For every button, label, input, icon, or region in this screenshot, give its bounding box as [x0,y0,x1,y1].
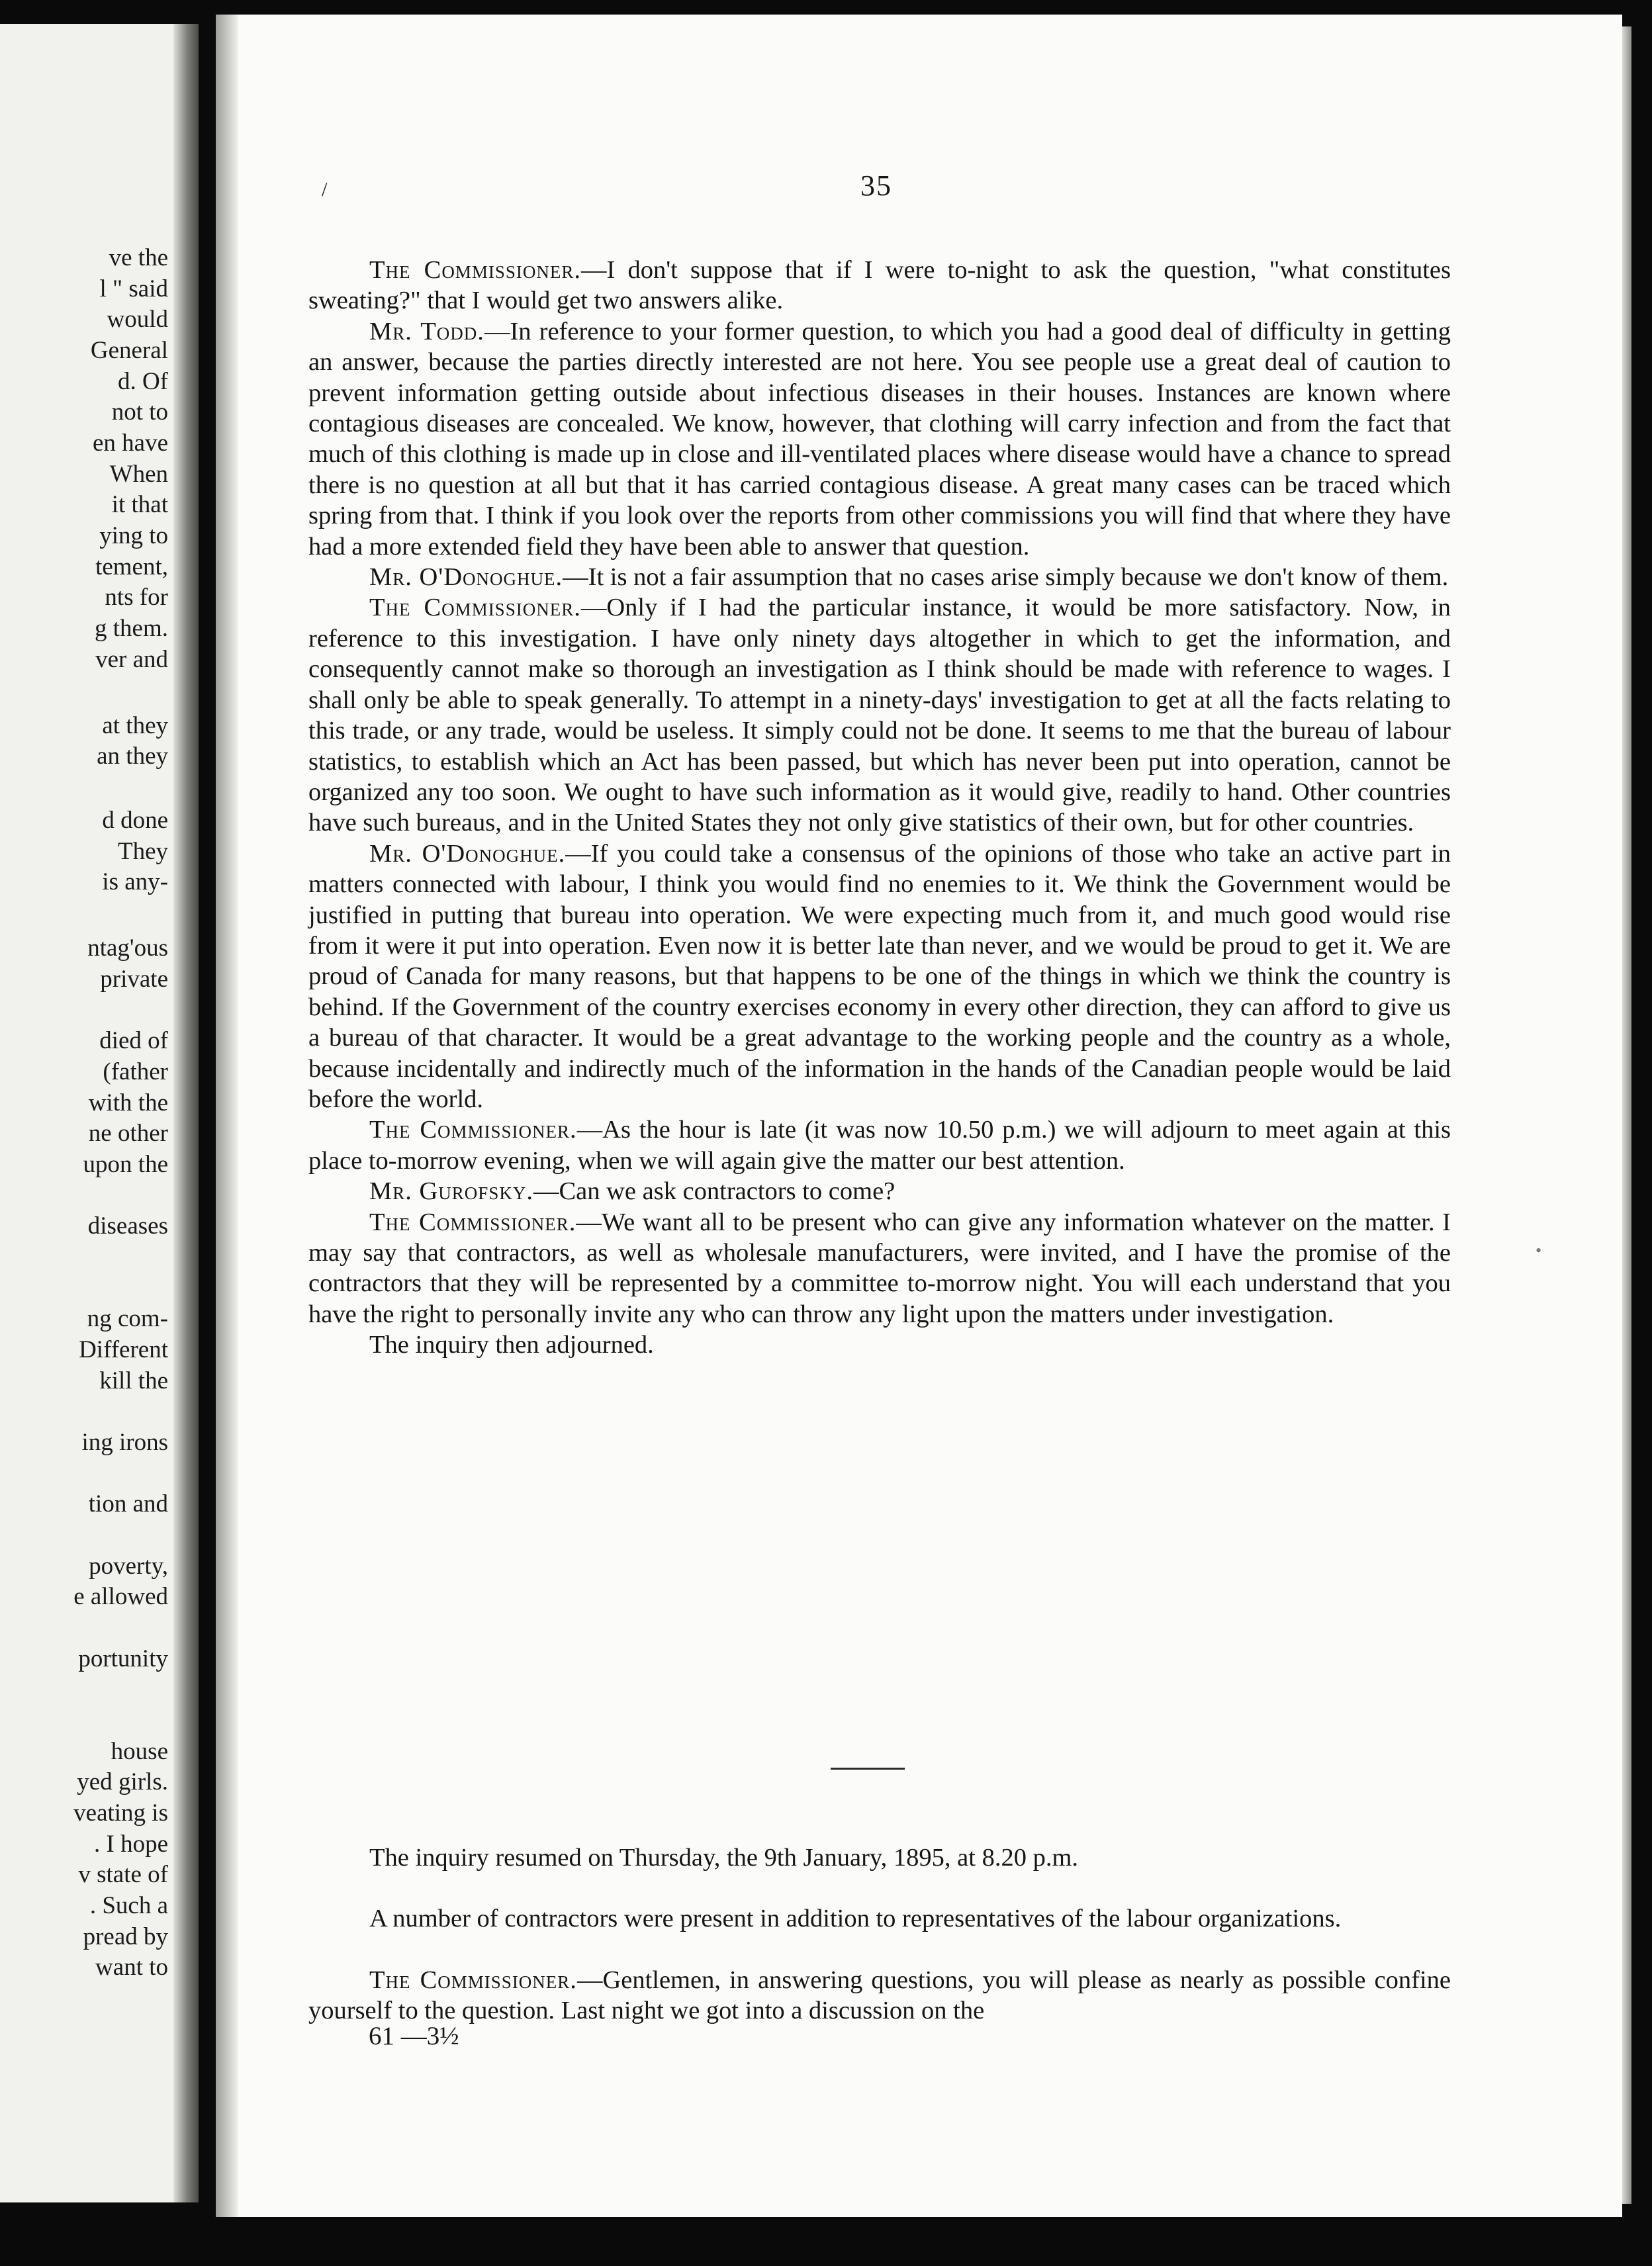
paragraph [308,1176,1451,1206]
left-page-line: nts for [105,584,168,611]
tick-mark: / [322,179,328,201]
paragraph [308,1330,1451,1360]
paragraph [308,316,1451,562]
book-spine-shadow [216,15,238,2217]
left-page-line: en have [92,430,168,457]
transcript-body [308,255,1451,1361]
left-page-line: upon the [83,1151,168,1178]
page-number: 35 [860,169,892,202]
paragraph-text: —We want all to be present who can give any information whatever on the matter. I may say that contractors, as well as wholesale manufacturers, were invited, and I have the promise of the contractors that they will be represented by a committee to-morrow night. You will each understand that you have the right to personally invite any who can throw any light upon the matters under investigation. [308,1208,1451,1328]
left-page-line: yed girls. [77,1768,168,1795]
speaker-name: The Commissioner. [369,1116,577,1144]
left-page-line: is any- [102,868,168,895]
signature-mark: 61 —3½ [369,2022,459,2050]
left-facing-page [0,24,199,2202]
left-page-line: portunity [78,1645,168,1672]
paragraph [308,255,1451,316]
left-page-line: it that [111,491,168,518]
paragraph [308,1842,1451,1873]
left-page-line: tion and [88,1490,168,1518]
paragraph-text: The inquiry then adjourned. [369,1331,654,1359]
left-page-line: kill the [99,1367,168,1394]
speaker-name: Mr. O'Donoghue. [369,563,563,592]
left-page-line: General [90,337,168,364]
left-page-line: poverty, [89,1553,168,1580]
speaker-name: The Commissioner. [369,1208,576,1236]
left-page-line: died of [99,1027,168,1054]
left-page-line: g them. [95,615,168,642]
paragraph [308,1114,1451,1176]
paragraph-text: —As the hour is late (it was now 10.50 p.m.) we will adjourn to meet again at this place to-morrow evening, when we will again give the matter our best attention. [308,1116,1451,1175]
left-page-line: tement, [95,553,168,580]
left-page-line: ing irons [81,1429,168,1456]
paragraph [308,562,1451,592]
left-page-line: d done [102,807,168,834]
left-page-line: ntag'ous [87,934,168,962]
paragraph-text: —It is not a fair assumption that no cases arise simply because we don't know of them. [563,563,1449,592]
speaker-name: The Commissioner. [369,594,581,622]
left-page-line: They [117,838,168,865]
speaker-name: Mr. O'Donoghue. [369,839,566,868]
left-page-line: Different [79,1336,168,1363]
paragraph [308,1965,1451,2026]
left-page-line: not to [111,398,168,426]
left-page-line: ying to [99,522,168,549]
left-page-line: (father [103,1058,168,1085]
left-page-line: private [100,966,168,993]
paragraph [308,592,1451,838]
left-page-line: ne other [88,1120,168,1147]
left-page-line: with the [88,1089,168,1116]
page-edge-shadow [1622,26,1631,2204]
left-page-line: ng com- [87,1305,168,1332]
left-page-line: d. Of [117,368,168,395]
left-page-line: ve the [109,244,168,271]
left-page-line: an they [97,743,168,770]
left-page-line: . I hope [94,1831,168,1858]
left-page-gutter [173,24,199,2202]
paragraph [308,1903,1451,1934]
speaker-name: The Commissioner. [369,1966,577,1994]
left-page-line: ver and [95,646,168,673]
stray-mark: • [1536,1241,1542,1260]
speaker-name: The Commissioner. [369,256,581,284]
left-page-line: veating is [73,1799,168,1827]
left-page-line: would [107,306,168,333]
paragraph-text: —Only if I had the particular instance, it would be more satisfactory. Now, in reference to this investigation. I have only ninety days altogether in which to get the information, and consequently cannot make so thorough an investigation as I think should be made with reference to wages. I shall only be able to speak generally. To attempt in a ninety-days' investigation to get at all the facts relating to this trade, or any trade, would be useless. It simply could not be done. It seems to me that the bureau of labour statistics, to establish which an Act has been passed, but which has never been put into operation, cannot be organized any too soon. We ought to have such information as it would give, readily to hand. Other countries have such bureaus, and in the United States they not only give statistics of their own, but for other countries. [308,594,1451,837]
speaker-name: Mr. Gurofsky. [369,1177,533,1206]
left-page-line: e allowed [73,1583,168,1610]
paragraph [308,1207,1451,1330]
paragraph-text: A number of contractors were present in addition to representatives of the labour organizations. [369,1905,1342,1933]
paragraph [308,838,1451,1115]
left-page-line: v state of [78,1861,168,1888]
paragraph-text: The inquiry resumed on Thursday, the 9th January, 1895, at 8.20 p.m. [369,1844,1079,1872]
paragraph-text: —Can we ask contractors to come? [533,1177,895,1206]
speaker-name: Mr. Todd. [369,317,484,345]
left-page-line: . Such a [89,1892,168,1919]
transcript-continuation [308,1842,1451,2026]
left-page-line: at they [102,712,168,739]
left-page-line: When [109,461,168,488]
left-page-line: want to [95,1954,168,1981]
paragraph-text: —I don't suppose that if I were to-night to ask the question, "what constitutes sweating?" that I would get two answers alike. [308,256,1451,315]
left-page-line: diseases [87,1212,168,1240]
paragraph-text: —In reference to your former question, to which you had a good deal of difficulty in getting an answer, because the parties directly interested are not here. You see people use a great deal of caution to prevent information getting outside about infectious diseases in their houses. Instances are known where contagious diseases are concealed. We know, however, that clothing will carry infection and from the fact that much of this clothing is made up in close and ill-ventilated places where disease would have a chance to spread there is no question at all but that it has carried contagious disease. A great many cases can be traced which spring from that. I think if you look over the reports from other commissions you will find that where they have had a more extended field they have been able to answer that question. [308,317,1451,561]
paragraph-text: —Gentlemen, in answering questions, you will please as nearly as possible confine yourself to the question. Last night we got into a discussion on the [308,1966,1451,2025]
paragraph-text: —If you could take a consensus of the opinions of those who take an active part in matters connected with labour, I think you would find no enemies to it. We think the Government would be justified in putting that bureau into operation. We were expecting much from it, and much good would rise from it were it put into operation. Even now it is better late than never, and we would be proud to get it. We are proud of Canada for many reasons, but that happens to be one of the things in which we think the country is behind. If the Government of the country exercises economy in every other direction, they can afford to give us a bureau of that character. It would be a great advantage to the working people and the country as a whole, because incidentally and indirectly much of the information in the hands of the Canadian people would be laid before the world. [308,839,1451,1113]
left-page-line: pread by [83,1923,168,1950]
section-divider [831,1768,905,1770]
left-page-line: house [111,1738,168,1765]
left-page-line: l " said [99,275,168,302]
